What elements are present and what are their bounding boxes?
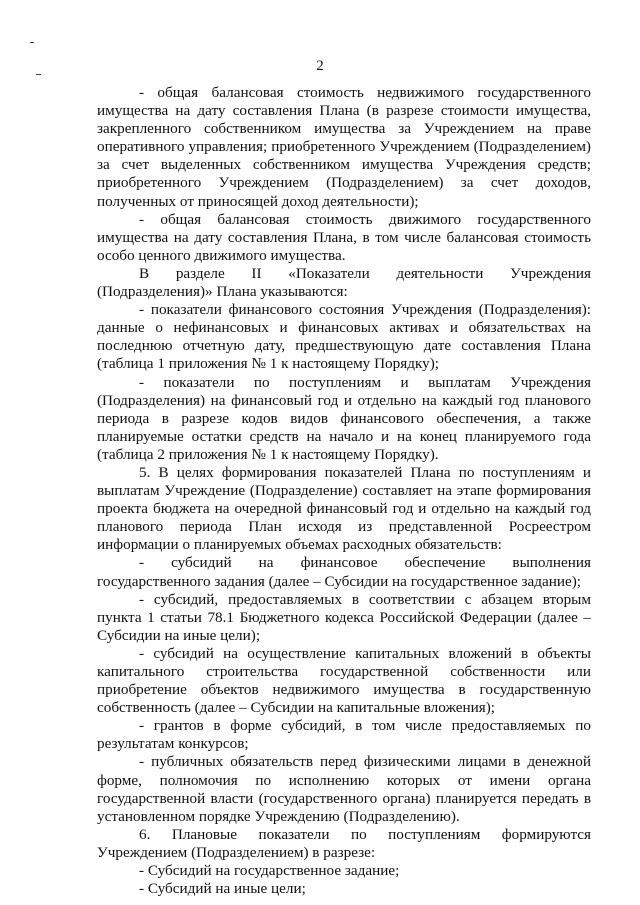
paragraph: В разделе II «Показатели деятельности Учреждения (Подразделения)» Плана указываются: [97,264,591,301]
paragraph: - показатели финансового состояния Учреждения (Подразделения): данные о нефинансовых и финансовых активах и обязательствах на последнюю отчетную дату, предшествующую дате составления Плана (таблица 1 приложения № 1 к настоящему Порядку); [97,301,591,373]
paragraph: - Субсидий на государственное задание; [139,862,400,880]
scan-mark [30,42,34,43]
paragraph: - Субсидий на иные цели; [139,880,306,898]
paragraph: - субсидий на осуществление капитальных вложений в объекты капитального строительства государственной собственности или приобретение объектов недвижимого имущества в государственную собственность (далее – Субсидии на капитальные вложения); [97,644,591,717]
paragraph: - общая балансовая стоимость недвижимого государственного имущества на дату составления Плана (в разрезе стоимости имущества, закрепленного собственником имущества за Учреждением на праве оперативного управления; приобретенного Учреждением (Подразделением) за счет выделенных собственником имущества Учреждения средств; приобретенного Учреждением (Подразделением) за счет доходов, полученных от приносящей доход деятельности); [97,84,591,210]
page-number: 2 [316,58,324,74]
paragraph: - показатели по поступлениям и выплатам Учреждения (Подразделения) на финансовый год и отдельно на каждый год планового периода в разрезе кодов видов финансового обеспечения, а также планируемые остатки средств на начало и на конец планируемого года (таблица 2 приложения № 1 к настоящему Порядку). [97,373,591,463]
paragraph: - публичных обязательств перед физическими лицами в денежной форме, полномочия по исполнению которых от имени органа государственной власти (государственного органа) планируется передать в установленном порядке Учреждению (Подразделению). [97,753,591,825]
paragraph: 6. Плановые показатели по поступлениям формируются Учреждением (Подразделением) в разрезе: [97,825,591,861]
paragraph: - субсидий, предоставляемых в соответствии с абзацем вторым пункта 1 статьи 78.1 Бюджетного кодекса Российской Федерации (далее – Субсидии на иные цели); [97,590,591,644]
paragraph: - субсидий на финансовое обеспечение выполнения государственного задания (далее – Субсидии на государственное задание); [97,554,591,590]
paragraph: - грантов в форме субсидий, в том числе предоставляемых по результатам конкурсов; [97,717,591,753]
paragraph: 5. В целях формирования показателей Плана по поступлениям и выплатам Учреждение (Подразделение) составляет на этапе формирования проекта бюджета на очередной финансовый год и отдельно на каждый год планового периода План исходя из представленной Росреестром информации о планируемых объемах расходных обязательств: [97,463,591,554]
document-body [97,84,591,898]
paragraph: - общая балансовая стоимость движимого государственного имущества на дату составления Плана, в том числе балансовая стоимость особо ценного движимого имущества. [97,210,591,264]
